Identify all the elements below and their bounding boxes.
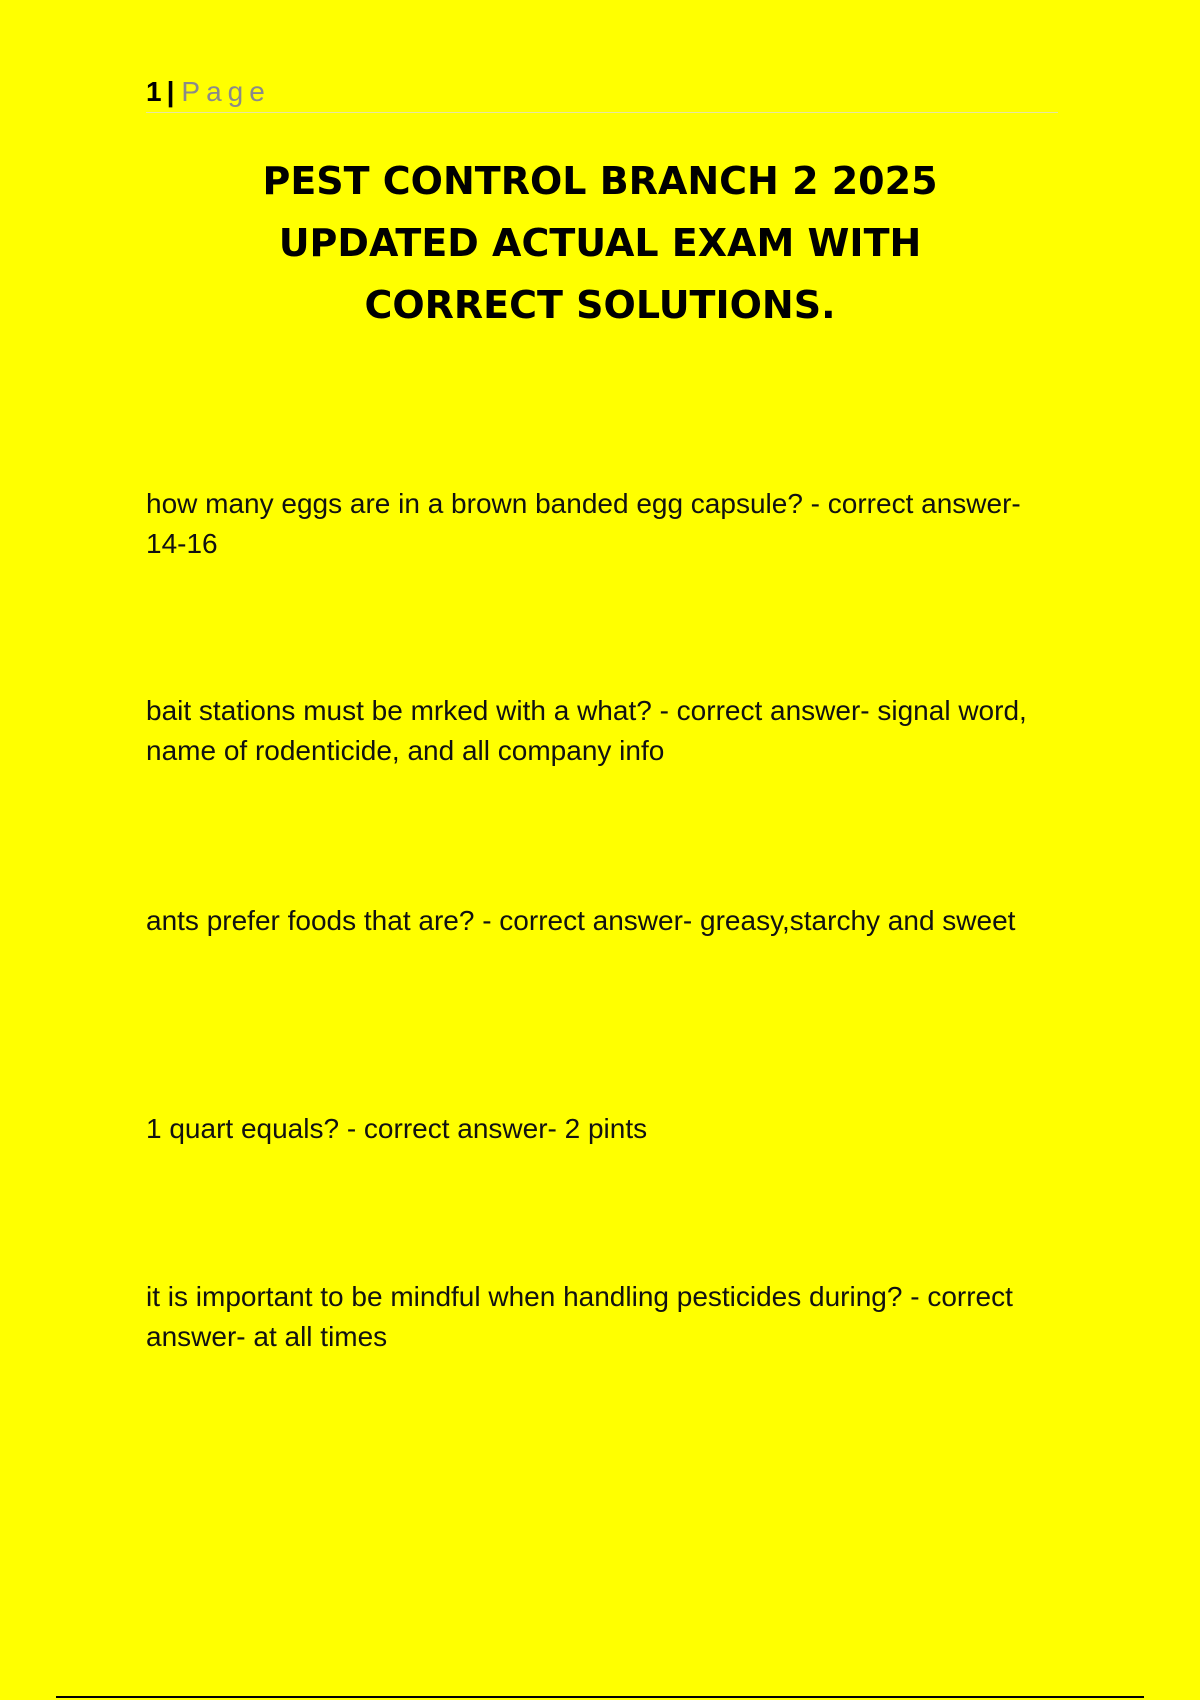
question-text-5: it is important to be mindful when handling pesticides during? - correct answer- at all times <box>146 1281 1013 1352</box>
question-item-2 <box>146 691 1066 771</box>
question-text-4: 1 quart equals? - correct answer- 2 pints <box>146 1113 648 1144</box>
footer-rule <box>56 1696 1144 1698</box>
question-item-5 <box>146 1277 1066 1357</box>
title-line-2: UPDATED ACTUAL EXAM WITH <box>278 221 922 265</box>
question-text-1: how many eggs are in a brown banded egg capsule? - correct answer- 14-16 <box>146 488 1021 559</box>
question-text-2: bait stations must be mrked with a what? - correct answer- signal word, name of rodenticide, and all company info <box>146 695 1027 766</box>
document-title <box>150 150 1050 336</box>
question-item-1 <box>146 484 1066 564</box>
question-item-3 <box>146 901 1066 941</box>
question-text-3: ants prefer foods that are? - correct answer- greasy,starchy and sweet <box>146 905 1016 936</box>
title-line-1: PEST CONTROL BRANCH 2 2025 <box>262 159 938 203</box>
page-number: 1 <box>146 76 165 107</box>
title-line-3: CORRECT SOLUTIONS. <box>364 283 836 327</box>
page-header <box>146 72 1058 113</box>
page-separator: | <box>166 76 178 107</box>
page-label: Page <box>181 76 271 107</box>
question-item-4 <box>146 1109 1066 1149</box>
